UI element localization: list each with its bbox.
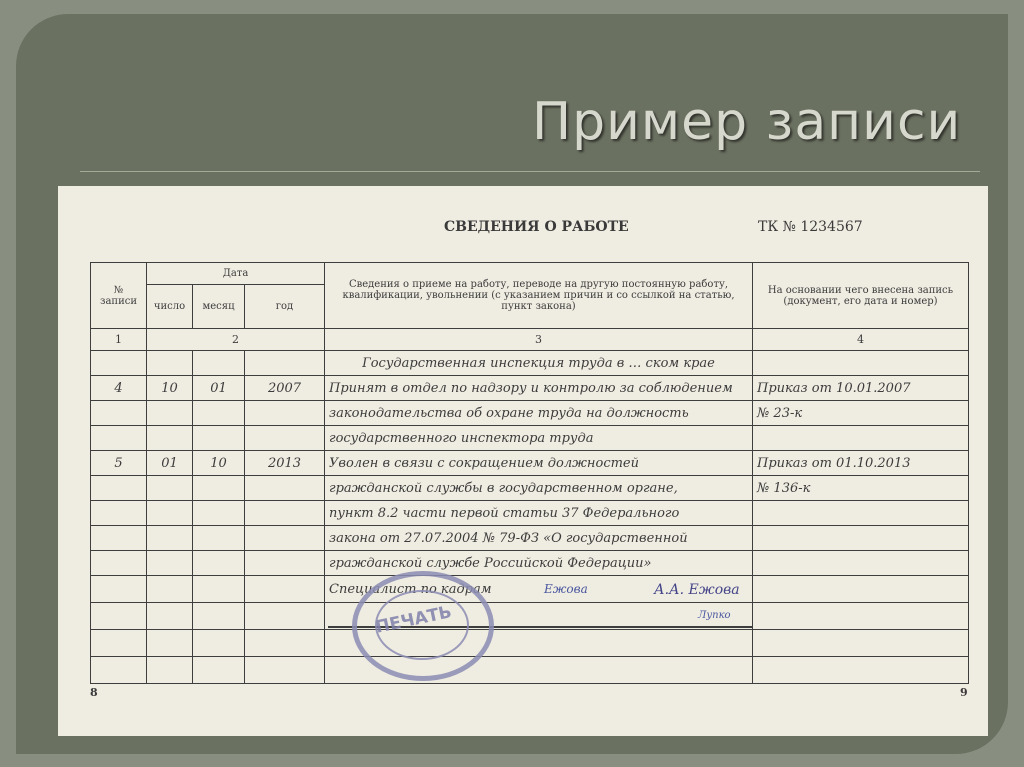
header-record-no: № записи: [91, 263, 147, 329]
cell-year: [245, 526, 325, 551]
cell-basis: № 136-к: [753, 476, 969, 501]
table-row: [91, 351, 969, 376]
cell-year: [245, 401, 325, 426]
cell-record-no: [91, 526, 147, 551]
page-number-left: 8: [90, 686, 98, 699]
column-number: 4: [753, 329, 969, 351]
document-heading: СВЕДЕНИЯ О РАБОТЕ: [444, 219, 629, 235]
cell-day: [147, 603, 193, 630]
cell-info: закона от 27.07.2004 № 79-ФЗ «О государственной: [325, 526, 753, 551]
title-divider: [80, 171, 980, 172]
cell-month: [193, 401, 245, 426]
document-page: [58, 186, 988, 736]
cell-year: 2013: [245, 451, 325, 476]
signature-scribble: Ежова: [544, 582, 588, 596]
cell-info: Принят в отдел по надзору и контролю за соблюдением: [325, 376, 753, 401]
cell-month: [193, 526, 245, 551]
cell-record-no: [91, 630, 147, 657]
work-book-number: ТК № 1234567: [758, 219, 863, 235]
cell-basis: [753, 351, 969, 376]
cell-year: [245, 501, 325, 526]
seal-stamp: [352, 571, 494, 681]
cell-day: [147, 501, 193, 526]
table-row: [91, 501, 969, 526]
cell-basis: Приказ от 01.10.2013: [753, 451, 969, 476]
cell-record-no: 5: [91, 451, 147, 476]
cell-basis: [753, 501, 969, 526]
cell-day: [147, 630, 193, 657]
cell-month: [193, 576, 245, 603]
cell-year: [245, 551, 325, 576]
cell-day: [147, 351, 193, 376]
work-record-table: [90, 262, 969, 684]
cell-day: 01: [147, 451, 193, 476]
cell-year: [245, 630, 325, 657]
cell-day: [147, 476, 193, 501]
cell-year: 2007: [245, 376, 325, 401]
cell-record-no: [91, 603, 147, 630]
cell-info: гражданской службе Российской Федерации»: [325, 551, 753, 576]
header-month: месяц: [193, 285, 245, 329]
cell-basis: [753, 551, 969, 576]
cell-record-no: [91, 501, 147, 526]
header-date: Дата: [147, 263, 325, 285]
cell-month: [193, 501, 245, 526]
cell-info: государственного инспектора труда: [325, 426, 753, 451]
cell-record-no: 4: [91, 376, 147, 401]
cell-day: [147, 526, 193, 551]
cell-info: пункт 8.2 части первой статьи 37 Федерального: [325, 501, 753, 526]
column-number: 1: [91, 329, 147, 351]
cell-record-no: [91, 426, 147, 451]
cell-record-no: [91, 476, 147, 501]
cell-day: [147, 551, 193, 576]
cell-basis: Приказ от 10.01.2007: [753, 376, 969, 401]
cell-basis: [753, 630, 969, 657]
cell-record-no: [91, 657, 147, 684]
slide-frame: [16, 14, 1008, 754]
cell-month: [193, 476, 245, 501]
cell-day: [147, 576, 193, 603]
seal-text: ПЕЧАТЬ: [373, 602, 454, 638]
table-row: [91, 401, 969, 426]
header-day: число: [147, 285, 193, 329]
cell-month: [193, 351, 245, 376]
cell-basis: [753, 576, 969, 603]
table-row: [91, 576, 969, 603]
page-number-right: 9: [960, 686, 968, 699]
cell-year: [245, 657, 325, 684]
cell-basis: [753, 657, 969, 684]
cell-year: [245, 426, 325, 451]
cell-month: [193, 426, 245, 451]
cell-basis: [753, 426, 969, 451]
cell-month: [193, 551, 245, 576]
header-year: год: [245, 285, 325, 329]
cell-month: 10: [193, 451, 245, 476]
cell-month: 01: [193, 376, 245, 401]
cell-record-no: [91, 551, 147, 576]
table-row: [91, 426, 969, 451]
table-row: [91, 451, 969, 476]
cell-record-no: [91, 401, 147, 426]
cell-basis: [753, 526, 969, 551]
cell-info: Специалист по кадрам: [325, 576, 753, 603]
table-row: [91, 630, 969, 657]
cell-day: [147, 657, 193, 684]
header-info: Сведения о приеме на работу, переводе на другую постоянную работу, квалификации, увольнении (с указанием причин и со ссылкой на статью, пункт закона): [325, 263, 753, 329]
cell-month: [193, 630, 245, 657]
signature-scribble-2: Лупко: [698, 610, 731, 621]
cell-day: [147, 401, 193, 426]
cell-year: [245, 351, 325, 376]
cell-record-no: [91, 576, 147, 603]
cell-year: [245, 576, 325, 603]
column-number: 3: [325, 329, 753, 351]
table-row: [91, 376, 969, 401]
cell-info: Уволен в связи с сокращением должностей: [325, 451, 753, 476]
table-row: [91, 526, 969, 551]
table-row: [91, 657, 969, 684]
cell-record-no: [91, 351, 147, 376]
cell-month: [193, 657, 245, 684]
column-number: 2: [147, 329, 325, 351]
cell-year: [245, 476, 325, 501]
cell-day: [147, 426, 193, 451]
header-basis: На основании чего внесена запись (документ, его дата и номер): [753, 263, 969, 329]
cell-basis: № 23-к: [753, 401, 969, 426]
cell-day: 10: [147, 376, 193, 401]
cell-month: [193, 603, 245, 630]
cell-year: [245, 603, 325, 630]
cell-info: законодательства об охране труда на должность: [325, 401, 753, 426]
signature-name: А.А. Ежова: [654, 582, 740, 598]
table-row: [91, 476, 969, 501]
cell-info: гражданской службы в государственном органе,: [325, 476, 753, 501]
column-number-row: [91, 329, 969, 351]
table-row: [91, 551, 969, 576]
slide-title: Пример записи: [532, 92, 962, 152]
header-row: [91, 263, 969, 285]
cell-basis: [753, 603, 969, 630]
cell-info: Государственная инспекция труда в … ском крае: [325, 351, 753, 376]
